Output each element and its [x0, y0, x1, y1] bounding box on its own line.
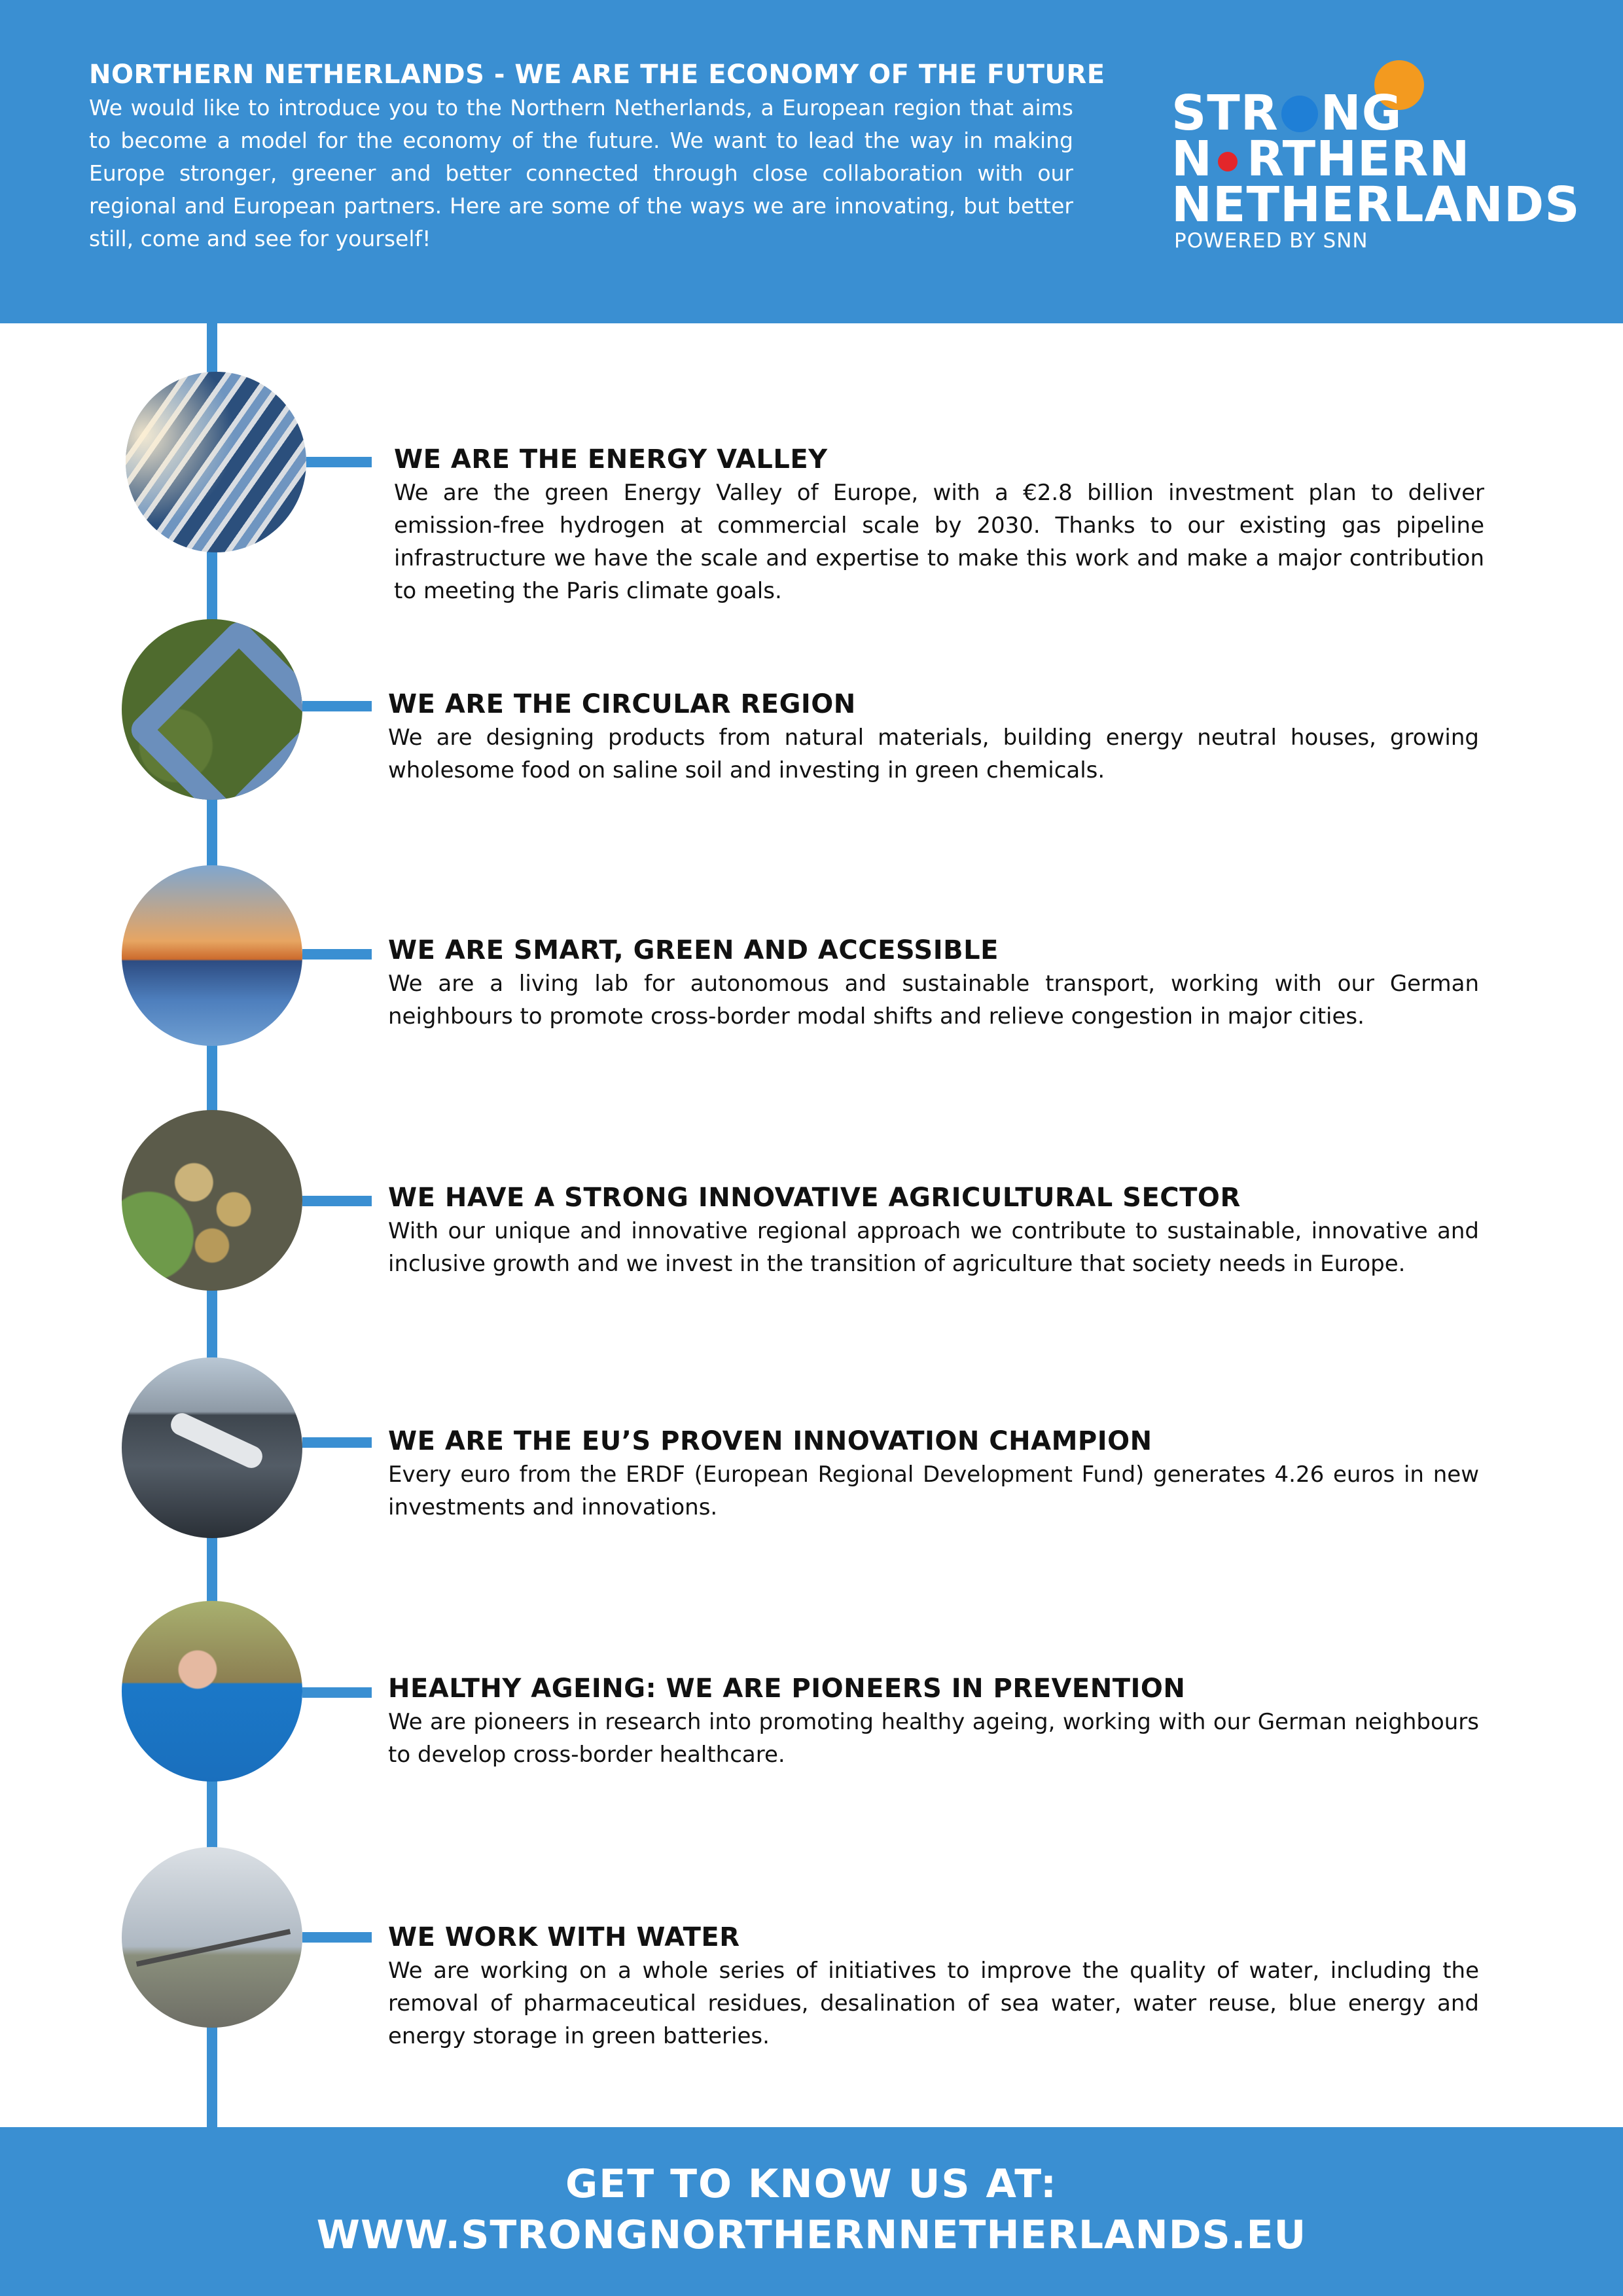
header-intro: We would like to introduce you to the Northern Netherlands, a European region that aims to become a model for the economy of the future. We want to lead the way in making Europe stronger, greener and better connected through close collaboration with our regional and European partners. Here are some of the ways we are innovating, but better still, come and see for yourself!	[89, 95, 1073, 251]
item-text-block	[388, 1181, 1479, 1280]
timeline-connector	[302, 949, 372, 960]
item-title: WE ARE THE ENERGY VALLEY	[394, 444, 828, 475]
item-title: HEALTHY AGEING: WE ARE PIONEERS IN PREVENTION	[388, 1674, 1186, 1704]
header-banner	[0, 0, 1623, 323]
logo-red-dot	[1218, 152, 1238, 171]
item-text-block	[388, 1920, 1479, 2053]
item-body: We are pioneers in research into promoting healthy ageing, working with our German neighbours to develop cross-border healthcare.	[388, 1709, 1479, 1768]
timeline-connector	[302, 701, 372, 711]
logo-blue-dot	[1281, 96, 1318, 132]
logo-line-netherlands: NETHERLANDS	[1171, 177, 1580, 233]
solar-panels-photo	[126, 372, 306, 552]
harbor-sunset-photo	[122, 865, 302, 1046]
robot-arm-photo	[122, 1357, 302, 1538]
item-text-block	[388, 687, 1479, 787]
logo-subtitle: POWERED BY SNN	[1174, 229, 1368, 253]
item-body: We are a living lab for autonomous and sustainable transport, working with our German neighbours to promote cross-border modal shifts and relieve congestion in major cities.	[388, 971, 1479, 1030]
item-title: WE ARE SMART, GREEN AND ACCESSIBLE	[388, 935, 999, 965]
timeline-connector	[302, 1687, 372, 1698]
potatoes-photo	[122, 1110, 302, 1291]
timeline-connector	[306, 457, 372, 467]
item-text-block	[394, 442, 1484, 607]
item-title: WE HAVE A STRONG INNOVATIVE AGRICULTURAL SECTOR	[388, 1183, 1241, 1213]
item-body: We are designing products from natural materials, building energy neutral houses, growing wholesome food on saline soil and investing in green chemicals.	[388, 725, 1479, 783]
senior-runner-photo	[122, 1601, 302, 1782]
footer-website-link[interactable]: WWW.STRONGNORTHERNNETHERLANDS.EU	[316, 2212, 1307, 2258]
recycled-denim-photo	[122, 619, 302, 800]
item-body: We are working on a whole series of initiatives to improve the quality of water, including the removal of pharmaceutical residues, desalination of sea water, water reuse, blue energy and energy storage in green batteries.	[388, 1958, 1479, 2049]
timeline-connector	[302, 1932, 372, 1943]
logo-line-strong: STR NG	[1171, 85, 1402, 141]
item-body: We are the green Energy Valley of Europe, with a €2.8 billion investment plan to deliver emission-free hydrogen at commercial scale by 2030. Thanks to our existing gas pipeline infrastructure we have the scale and expertise to make this work and make a major contribution to meeting the Paris climate goals.	[394, 480, 1484, 604]
wind-turbines-dike-photo	[122, 1847, 302, 2028]
header-text-block	[89, 58, 1105, 255]
footer-call-to-action: GET TO KNOW US AT:	[565, 2161, 1058, 2207]
item-body: Every euro from the ERDF (European Regional Development Fund) generates 4.26 euros in new investments and innovations.	[388, 1462, 1479, 1520]
item-title: WE ARE THE EU’S PROVEN INNOVATION CHAMPION	[388, 1426, 1152, 1456]
timeline-connector	[302, 1437, 372, 1448]
timeline-connector	[302, 1196, 372, 1206]
item-text-block	[388, 1672, 1479, 1771]
item-title: WE WORK WITH WATER	[388, 1922, 740, 1952]
item-text-block	[388, 933, 1479, 1033]
strong-northern-netherlands-logo	[1171, 60, 1580, 257]
item-title: WE ARE THE CIRCULAR REGION	[388, 689, 856, 719]
logo-line-northern: N RTHERN	[1171, 131, 1471, 187]
item-text-block	[388, 1424, 1479, 1524]
header-title: NORTHERN NETHERLANDS - WE ARE THE ECONOMY OF THE FUTURE	[89, 60, 1105, 90]
item-body: With our unique and innovative regional approach we contribute to sustainable, innovative and inclusive growth and we invest in the transition of agriculture that society needs in Europe.	[388, 1218, 1479, 1277]
footer-banner	[0, 2127, 1623, 2296]
